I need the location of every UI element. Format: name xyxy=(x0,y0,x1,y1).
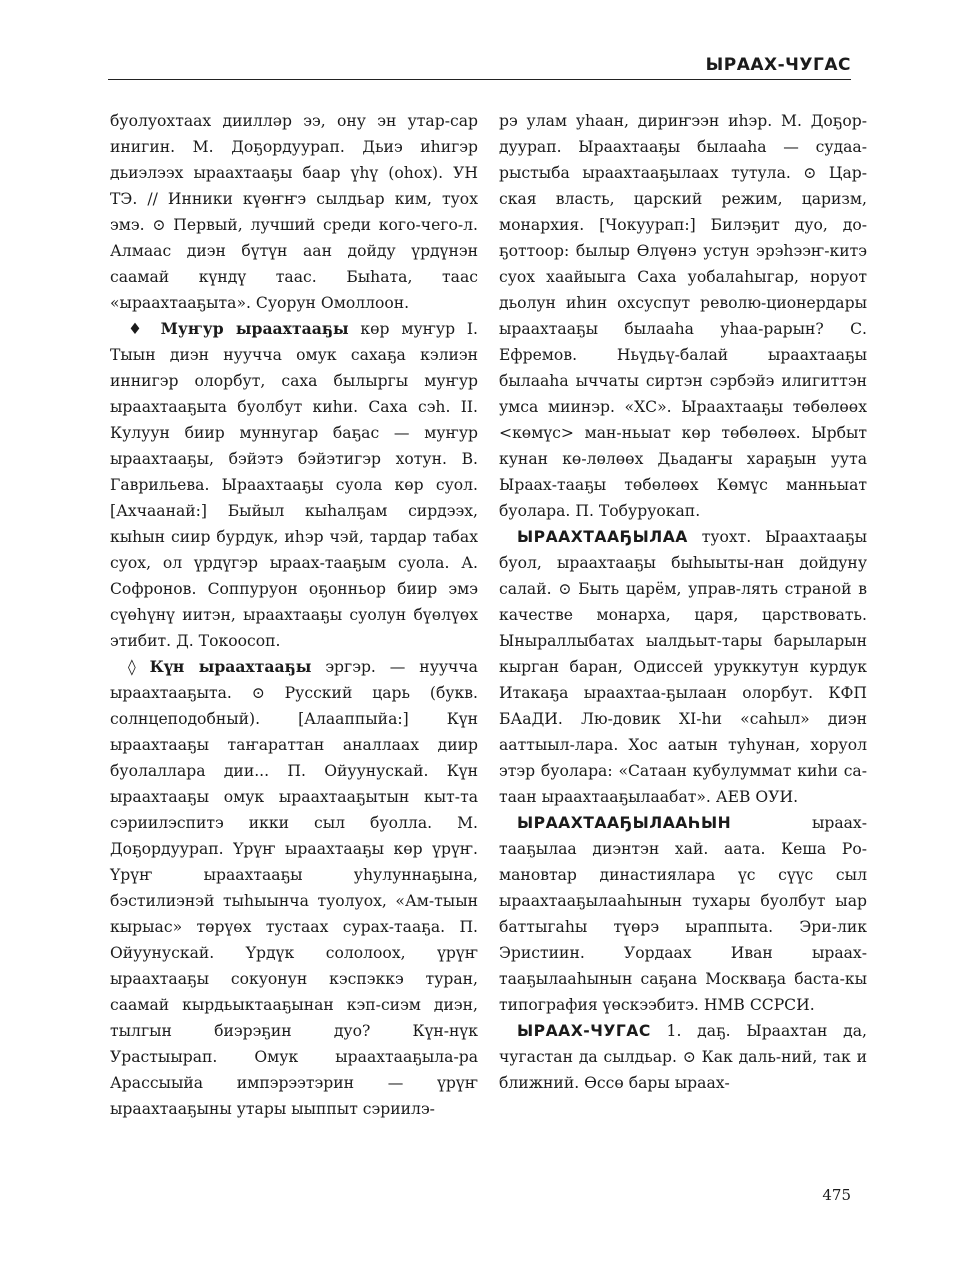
entry-paragraph xyxy=(110,316,478,654)
entry-headword: ЫРААХ-ЧУГАС xyxy=(517,1022,651,1040)
entry-text: рэ улам уһаан, дириҥээн иһэр. М. Доҕор-дуурап. Ыраахтааҕы былааһа — судаа-рыстыба ыраахтааҕылаах тутула. ⊙ Цар-ская власть, царский режим, царизм, монархия. [Чокуурап:] Билэҕит дуо, до-ҕоттоор: былыр Өлүөнэ устун эрэһээҥ-китэ суох хаайыыга Саха уобалаһыгар, норуот дьолун иһин охсуспут револю-ционердары ыраахтааҕы былааһа уһаа-рарын? С. Ефремов. Ньүдьү-балай ыраахтааҕы былааһа ыччаты сиртэн сэрбэйэ илигиттэн умса миинэр. «ХС». Ыраахтааҕы төбөлөөх <көмүс> ман-ньыат көр төбөлөөх. Ырбыт кунан кө-лөлөөх Дьадаҥы хараҕын уута Ыраах-тааҕы төбөлөөх Көмүс манньыат буолара. П. Тобуруокап. xyxy=(499,112,867,520)
entry-paragraph xyxy=(499,524,867,810)
diamond-icon: ♦ xyxy=(128,320,149,338)
entry-paragraph xyxy=(499,108,867,524)
page-number: 475 xyxy=(822,1186,851,1204)
entry-text: туохт. Ыраахтааҕы буол, ыраахтааҕы быһыыты-нан дойдуну салай. ⊙ Быть царём, управ-лять страной в качестве монарха, царя, царствовать. Ыныраллыбатах ыалдьыт-тары барыларын кырган баран, Одиссей уруккутун курдук Итакаҕа ыраахтаа-ҕылаан олорбут. КФП БАаДИ. Лю-довик XI-һи «саһыл» диэн ааттыыл-лара. Хос аатын туһунан, хоруол этэр буолара: «Сатаан кубулуммат киһи са-таан ыраахтааҕылаабат». АЕВ ОУИ. xyxy=(499,528,867,806)
running-title: ЫРААХ-ЧУГАС xyxy=(705,55,851,75)
header-rule xyxy=(108,79,851,80)
entry-headword: Муҥур ыраахтааҕы xyxy=(160,319,349,338)
entry-paragraph xyxy=(110,654,478,1122)
entry-text: ыраах-тааҕылаа диэнтэн хай. аата. Кеша Ро-мановтар династиялара үс сүүс сыл ыраахтааҕылааһынын тухары буолбут ыар баттыгаһы түөрэ ыраппыта. Эри-лик Эристиин. Уордаах Иван ыраах-тааҕылааһынын саҕана Москваҕа баста-кы типография үөскээбитэ. НМВ ССРСИ. xyxy=(499,814,867,1014)
lozenge-icon: ◊ xyxy=(128,658,136,676)
entry-headword: ЫРААХТААҔЫЛАА xyxy=(517,528,688,546)
entry-headword: ЫРААХТААҔЫЛААҺЫН xyxy=(517,814,732,832)
entry-text: эргэр. — нуучча ыраахтааҕыта. ⊙ Русский царь (букв. солнцеподобный). [Алааппыйа:] Күн ыраахтааҕы таҥараттан аналлаах диир буолаллара дии... П. Ойуунускай. Күн ыраахтааҕы омук ыраахтааҕытын кыт-та сэриилэспитэ икки сыл буолла. М. Доҕордуурап. Үрүҥ ыраахтааҕы көр үрүҥ. Үрүҥ ыраахтааҕы уһулуннаҕына, бэстилиэнэй тыһыынча туолуох, «Ам-тыын кырыас» төрүөх тустаах сурах-тааҕа. П. Ойуунускай. Үрдүк сололоох, үрүҥ ыраахтааҕы сокуонун кэспэккэ туран, саамай кырдьыктааҕынан кэп-сиэм диэн, тылгын биэрэҕин дуо? Күн-нүк Урастыырап. Омук ыраахтааҕыла-ра Арассыыйа импэрээтэрин — үрүҥ ыраахтааҕыны утары ыыппыт сэриилэ- xyxy=(110,658,478,1118)
entry-paragraph xyxy=(110,108,478,316)
left-column xyxy=(110,108,478,1122)
right-column xyxy=(499,108,867,1096)
entry-text: буолуохтаах диилләр ээ, ону эн утар-сар инигин. М. Доҕордуурап. Дьиэ иһигэр дьиэлээх ыраахтааҕы баар үһү (оһох). УН ТЭ. // Инники күөҥҥэ сылдьар ким, туох эмэ. ⊙ Первый, лучший среди кого-чего-л. Алмаас диэн бүтүн аан дойду үрдүнэн саамай күндү таас. Быһата, таас «ыраахтааҕыта». Суорун Омоллоон. xyxy=(110,112,478,312)
entry-text: көр муҥур I. Тыын диэн нуучча омук сахаҕа кэлиэн иннигэр олорбут, саха былыргы муҥур ыраахтааҕыта буолбут киһи. Саха сэһ. II. Кулуун биир муннугар баҕас — муҥур ыраахтааҕы, бэйэтэ бэйэтигэр хотун. В. Гаврильева. Ыраахтааҕы суола көр суол. [Ахчаанай:] Быйыл кыһалҕам сирдээх, кыһын сиир бурдук, иһэр чэй, тардар табах суох, ол үрдүгэр ыраах-тааҕым суола. А. Софронов. Соппуруон оҕонньор биир эмэ сүөһүнү иитэн, ыраахтааҕы суолун бүөлүөх этибит. Д. Токоосоп. xyxy=(110,320,478,650)
entry-headword: Күн ыраахтааҕы xyxy=(149,657,312,676)
entry-paragraph xyxy=(499,810,867,1018)
entry-paragraph xyxy=(499,1018,867,1096)
entry-text: 1. даҕ. Ыраахтан да, чугастан да сылдьар. ⊙ Как даль-ний, так и ближний. Өссө бары ыраах- xyxy=(499,1022,867,1092)
